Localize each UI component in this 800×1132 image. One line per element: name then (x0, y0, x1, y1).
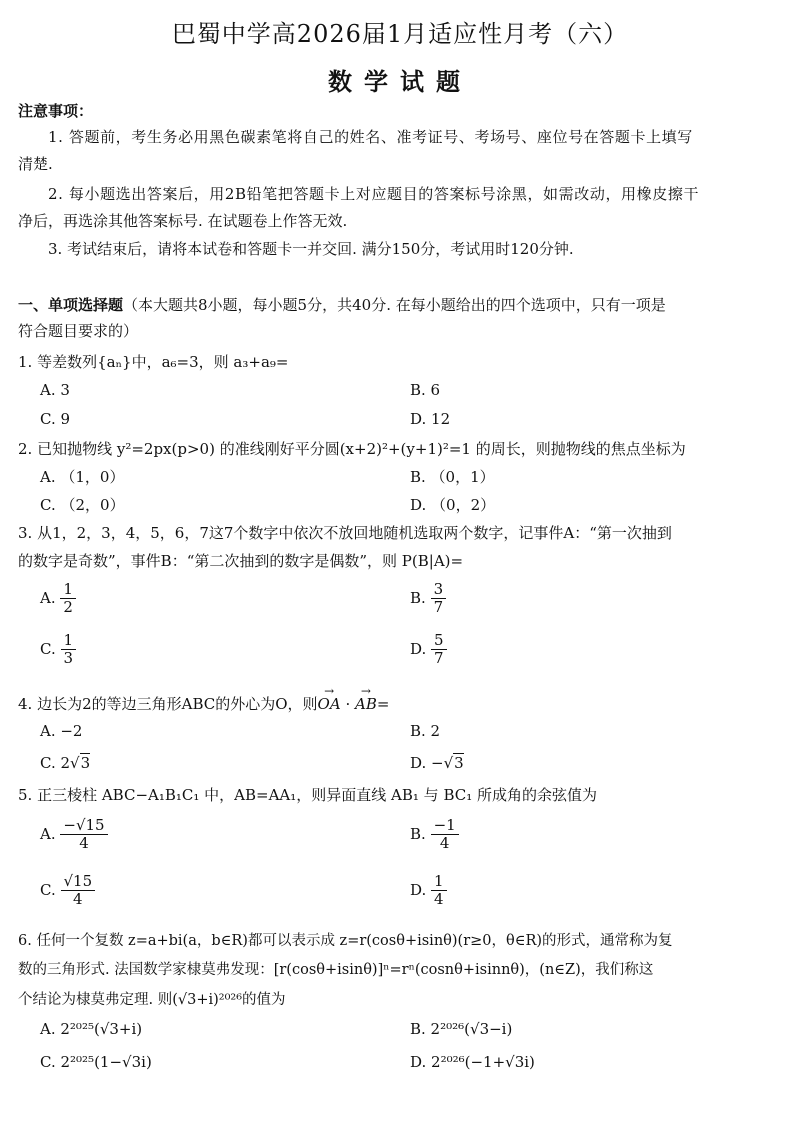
q4-d-radicand: 3 (454, 754, 464, 772)
q3-c-label: C. (40, 639, 56, 658)
q3-d-fraction (431, 632, 447, 668)
q6-option-d: D. 2²⁰²⁶(−1+√3i) (410, 1053, 535, 1071)
q5-c-fraction (61, 873, 96, 909)
q4-dot: · (340, 695, 355, 713)
exam-subject: 数学试题 (328, 67, 472, 96)
q4-vector-oa: → OA (318, 695, 341, 713)
q5-d-label: D. (410, 880, 427, 899)
exam-title: 巴蜀中学高2026届1月适应性月考（六） (171, 20, 629, 48)
q4-stem (18, 693, 389, 714)
q5-b-label: B. (410, 824, 426, 843)
note-2-cont: 净后，再选涂其他答案标号. 在试题卷上作答无效. (18, 212, 348, 230)
q5-option-a (40, 817, 108, 853)
q4-c-radicand: 3 (80, 754, 91, 772)
q1-option-a: A. 3 (40, 381, 70, 399)
q4-d-text: D. − (410, 754, 444, 772)
q5-a-fraction (60, 817, 107, 853)
q3-c-fraction (61, 632, 77, 668)
q2-option-b: B. （0，1） (410, 468, 495, 486)
q6-stem-cont: 数的三角形式. 法国数学家棣莫弗发现：[r(cosθ+isinθ)]ⁿ=rⁿ(cosnθ+isinnθ)，(n∈Z)，我们称这 (18, 962, 654, 978)
q4-option-c: C. 2√3 (40, 754, 91, 772)
q3-d-den: 7 (434, 649, 444, 668)
q2-option-c: C. （2，0） (40, 496, 125, 514)
q3-option-b (410, 581, 446, 617)
q1-stem: 1. 等差数列{aₙ}中，a₆=3，则 a₃+a₉= (18, 353, 289, 371)
q1-option-c: C. 9 (40, 410, 71, 428)
q5-b-num: −1 (431, 817, 459, 835)
q5-a-label: A. (40, 824, 56, 843)
q3-a-num: 1 (60, 581, 76, 599)
q4-stem-text: 4. 边长为2的等边三角形ABC的外心为O，则 (18, 695, 318, 713)
q5-stem: 5. 正三棱柱 ABC−A₁B₁C₁ 中，AB=AA₁，则异面直线 AB₁ 与 BC₁ 所成角的余弦值为 (18, 786, 598, 804)
q5-c-den: 4 (73, 890, 83, 909)
q5-option-c (40, 873, 95, 909)
q6-option-c: C. 2²⁰²⁵(1−√3i) (40, 1053, 152, 1071)
q5-d-den: 4 (434, 890, 444, 909)
q3-option-d (410, 632, 447, 668)
q3-d-num: 5 (431, 632, 447, 650)
q1-option-d: D. 12 (410, 410, 451, 428)
q3-option-c (40, 632, 76, 668)
q3-a-label: A. (40, 588, 56, 607)
q5-d-fraction (431, 873, 447, 909)
q1-option-b: B. 6 (410, 381, 441, 399)
q5-option-d (410, 873, 447, 909)
q2-option-a: A. （1，0） (40, 468, 125, 486)
note-1-cont: 清楚. (18, 155, 53, 173)
section-desc-cont: 符合题目要求的） (18, 322, 139, 340)
notes-heading: 注意事项： (18, 102, 94, 120)
q5-b-fraction (431, 817, 459, 853)
q3-a-fraction (60, 581, 76, 617)
q4-option-a: A. −2 (40, 722, 83, 740)
q4-c-text: C. 2 (40, 754, 71, 772)
note-1: 1. 答题前，考生务必用黑色碳素笔将自己的姓名、准考证号、考场号、座位号在答题卡上填写 (48, 128, 693, 146)
q4-option-b: B. 2 (410, 722, 441, 740)
q5-option-b (410, 817, 459, 853)
q3-b-den: 7 (433, 598, 444, 617)
q6-option-b: B. 2²⁰²⁶(√3−i) (410, 1020, 513, 1038)
q6-stem-cont2: 个结论为棣莫弗定理. 则(√3+i)²⁰²⁶的值为 (18, 992, 286, 1008)
q4-vector-ab: → AB (355, 695, 377, 713)
q3-c-num: 1 (61, 632, 77, 650)
q3-b-fraction (431, 581, 447, 617)
q2-option-d: D. （0，2） (410, 496, 496, 514)
q5-c-label: C. (40, 880, 56, 899)
q3-option-a (40, 581, 76, 617)
q6-option-a: A. 2²⁰²⁵(√3+i) (40, 1020, 143, 1038)
q3-b-label: B. (410, 588, 426, 607)
section-heading: 一、单项选择题 (18, 296, 124, 314)
note-3: 3. 考试结束后，请将本试卷和答题卡一并交回. 满分150分，考试用时120分钟. (48, 240, 574, 258)
q3-stem-cont: 的数字是奇数”，事件B：“第二次抽到的数字是偶数”，则 P(B|A)= (18, 552, 464, 570)
q5-a-num: −√15 (60, 817, 107, 835)
q5-d-num: 1 (431, 873, 447, 891)
q3-c-den: 3 (63, 649, 74, 668)
q5-a-den: 4 (79, 834, 89, 853)
section-header (18, 294, 666, 315)
section-desc: （本大题共8小题，每小题5分，共40分. 在每小题给出的四个选项中，只有一项是 (123, 296, 666, 314)
q3-b-num: 3 (431, 581, 447, 599)
q3-a-den: 2 (63, 598, 73, 617)
q5-c-num: √15 (61, 873, 96, 891)
q4-option-d: D. −√3 (410, 754, 464, 772)
q4-equals: = (376, 695, 390, 713)
q2-stem: 2. 已知抛物线 y²=2px(p>0) 的准线刚好平分圆(x+2)²+(y+1)²=1 的周长，则抛物线的焦点坐标为 (18, 440, 686, 458)
q3-d-label: D. (410, 639, 427, 658)
q5-b-den: 4 (439, 834, 450, 853)
q3-stem: 3. 从1，2，3，4，5，6，7这7个数字中依次不放回地随机选取两个数字，记事件A：“第一次抽到 (18, 524, 672, 542)
q6-stem: 6. 任何一个复数 z=a+bi(a，b∈R)都可以表示成 z=r(cosθ+isinθ)(r≥0，θ∈R)的形式，通常称为复 (18, 933, 673, 949)
note-2: 2. 每小题选出答案后，用2B铅笔把答题卡上对应题目的答案标号涂黑，如需改动，用橡皮擦干 (48, 185, 700, 203)
